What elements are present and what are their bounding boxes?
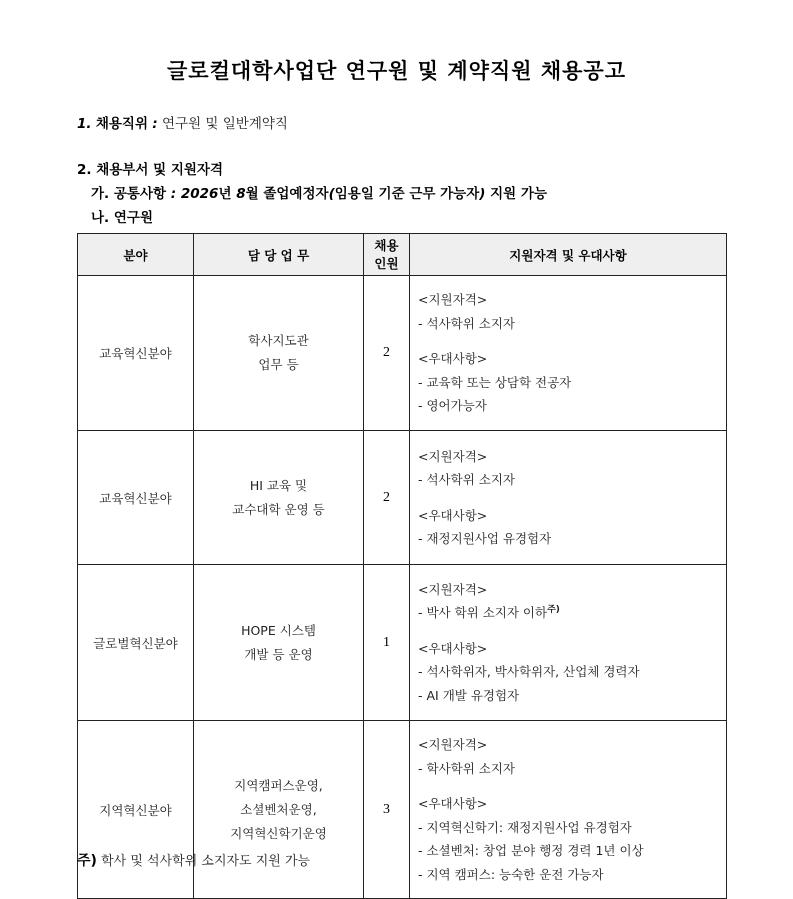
row-field: 지역혁신분야: [78, 721, 194, 899]
row-duty: [194, 721, 364, 899]
row-quals: [410, 721, 727, 899]
pref-item: - 영어가능자: [418, 398, 487, 414]
qual-item: - 석사학위 소지자: [418, 472, 515, 487]
qual-item: - 석사학위 소지자: [418, 315, 515, 331]
pref-item: - 지역혁신학기: 재정지원사업 유경험자: [418, 819, 632, 835]
row-field: 글로벌혁신분야: [78, 565, 194, 721]
pref-heading: <우대사항>: [418, 507, 488, 523]
header-count-line2: 인원: [374, 255, 399, 271]
header-count-line1: 채용: [374, 237, 399, 253]
pref-heading: <우대사항>: [418, 640, 488, 656]
row-count: 1: [364, 565, 410, 721]
row-count: 2: [364, 431, 410, 565]
common-prefix: 가. 공통사항: [91, 186, 167, 202]
footnote-text: 학사 및 석사학위 소지자도 지원 가능: [101, 854, 311, 869]
row-duty: [194, 276, 364, 431]
table-header-row: [78, 234, 727, 276]
pref-heading: <우대사항>: [418, 796, 488, 811]
header-quals: 지원자격 및 우대사항: [410, 234, 727, 276]
row-duty: [194, 565, 364, 721]
duty-line: 학사지도관: [248, 333, 309, 348]
common-paren-open: (: [328, 186, 335, 202]
section-2-heading: 2. 채용부서 및 지원자격: [77, 162, 223, 178]
qual-item: - 학사학위 소지자: [418, 760, 515, 776]
common-colon: :: [170, 186, 177, 202]
common-year: 2026: [180, 186, 219, 202]
researcher-heading: 나. 연구원: [91, 210, 153, 226]
qual-heading: <지원자격>: [418, 581, 488, 597]
header-field: 분야: [78, 234, 194, 276]
footnote-mark: 주): [77, 853, 97, 869]
duty-line: 업무 등: [258, 357, 299, 372]
row-field: 교육혁신분야: [78, 431, 194, 565]
row-count: 2: [364, 276, 410, 431]
common-requirements: [91, 182, 547, 202]
qual-item-wrap: [418, 601, 718, 625]
table-row: [78, 721, 727, 899]
footnote-ref: 주): [547, 605, 560, 616]
common-text-c: 지원 가능: [490, 186, 547, 202]
qual-heading: <지원자격>: [418, 737, 488, 752]
common-month-unit: 월: [245, 186, 259, 202]
row-quals: [410, 431, 727, 565]
pref-heading: <우대사항>: [418, 351, 488, 367]
section-1-number: 1.: [77, 116, 92, 132]
duty-line: HOPE 시스템: [241, 622, 316, 638]
pref-item: - 지역 캠퍼스: 능숙한 운전 가능자: [418, 866, 604, 882]
duty-line: 소셜벤처운영,: [240, 801, 317, 817]
row-duty: [194, 431, 364, 565]
header-duty: 담 당 업 무: [194, 234, 364, 276]
common-year-unit: 년: [218, 186, 232, 202]
duty-line: HI 교육 및: [249, 477, 308, 493]
section-1-colon: :: [152, 116, 158, 132]
row-field: 교육혁신분야: [78, 276, 194, 431]
footnote: [77, 850, 310, 870]
pref-item: - 소셜벤처: 창업 분야 행정 경력 1년 이상: [418, 843, 644, 858]
table-row: [78, 565, 727, 721]
qual-heading: <지원자격>: [418, 292, 488, 308]
duty-line: 개발 등 운영: [244, 646, 313, 662]
recruitment-table: [77, 233, 727, 899]
common-text-a: 졸업예정자: [263, 186, 329, 202]
row-count: 3: [364, 721, 410, 899]
row-quals: [410, 565, 727, 721]
pref-item: - 재정지원사업 유경험자: [418, 531, 552, 546]
row-quals: [410, 276, 727, 431]
page-title: 글로컬대학사업단 연구원 및 계약직원 채용공고: [167, 59, 626, 83]
section-1-value: 연구원 및 일반계약직: [162, 116, 288, 132]
qual-heading: <지원자격>: [418, 448, 488, 464]
table-row: [78, 431, 727, 565]
qual-item: - 박사 학위 소지자 이하: [418, 605, 548, 621]
section-1-label: 채용직위: [95, 116, 148, 132]
pref-item: - 교육학 또는 상담학 전공자: [418, 374, 572, 390]
duty-line: 지역혁신학기운영: [230, 825, 327, 841]
duty-line: 교수대학 운영 등: [232, 501, 325, 517]
table-row: [78, 276, 727, 431]
pref-item: - 석사학위자, 박사학위자, 산업체 경력자: [418, 664, 640, 680]
common-paren-close: ): [479, 186, 486, 202]
duty-line: 지역캠퍼스운영,: [234, 777, 323, 793]
common-month: 8: [236, 186, 246, 202]
section-1-position: [77, 112, 288, 132]
header-count: [364, 234, 410, 276]
pref-item: - AI 개발 유경험자: [418, 687, 520, 703]
common-text-b: 임용일 기준 근무 가능자: [334, 186, 480, 202]
